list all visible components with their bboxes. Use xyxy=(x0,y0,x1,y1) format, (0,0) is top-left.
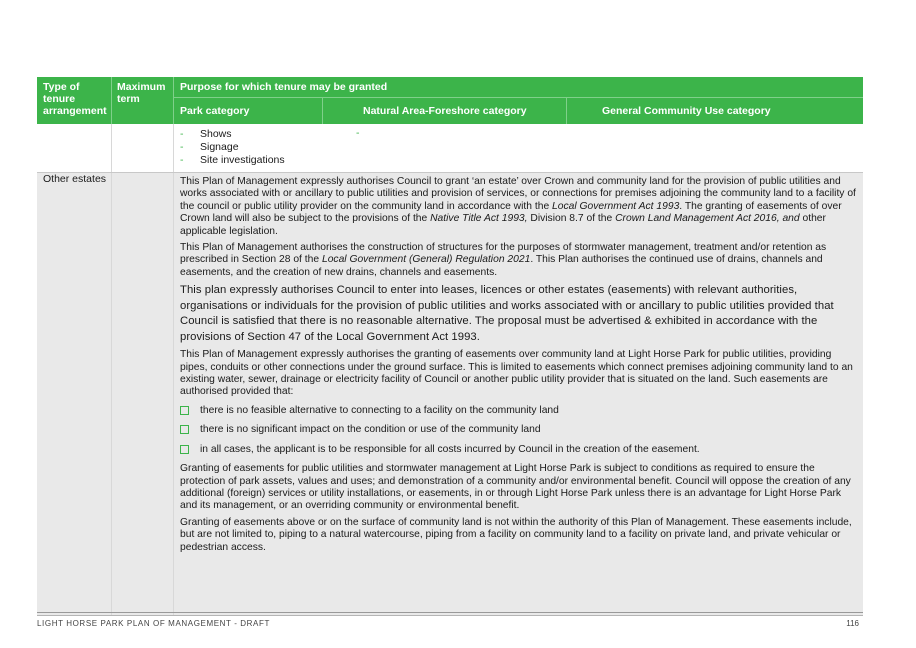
checkbox-icon xyxy=(180,445,189,454)
paragraph: This Plan of Management expressly authorises the granting of easements over community land at Light Horse Park for public utilities, providing pipes, conduits or other connections under the ground surface. This is limited to easements which connect premises adjoining community land to an existing water, sewer, drainage or electricity facility of Council or another public utility provider that is situated on the land. Such easements are authorised provided that: xyxy=(180,349,853,398)
row-label: Other estates xyxy=(43,173,107,185)
table-row xyxy=(37,124,863,172)
header-type: Type of tenure arrangement xyxy=(43,81,107,117)
header-subcategories xyxy=(174,97,863,125)
column-divider xyxy=(111,124,112,172)
checkbox-icon xyxy=(180,425,189,434)
header-term: Maximum term xyxy=(117,81,166,105)
paragraph: This Plan of Management expressly authorises Council to grant ‘an estate’ over Crown and community land for the provision of public utilities and works associated with or ancillary to public utilities and provision of services, or connections for premises adjoining the community land to a facility of the council or public utility provider on the community land in accordance with the Local Government Act 1993. The granting of easements of over Crown land will also be subject to the provisions of the Native Title Act 1993, Division 8.7 of the Crown Land Management Act 2016, and other applicable legislation. xyxy=(180,176,856,237)
header-divider xyxy=(111,77,112,124)
page-number: 116 xyxy=(846,619,859,628)
table-header xyxy=(37,77,863,124)
column-divider xyxy=(173,124,174,172)
park-items-list xyxy=(180,128,285,166)
paragraph: Granting of easements for public utilities and stormwater management at Light Horse Park is subject to conditions as required to ensure the protection of park assets, values and uses; and demonstration of a community and/or environmental benefit. Council will oppose the creation of any additional (foreign) services or utility installations, or easements, in or through Light Horse Park unless there is an advantage for Light Horse Park and its management, or an overriding community or environmental benefit. xyxy=(180,463,851,512)
header-general-category: General Community Use category xyxy=(602,105,771,117)
checkbox-item: in all cases, the applicant is to be responsible for all costs incurred by Council in the creation of the easement. xyxy=(180,444,856,456)
paragraph: Granting of easements above or on the surface of community land is not within the authority of this Plan of Management. These easements include, but are not limited to, piping to a natural watercourse, piping from a facility on community land to a facility on private land, and private vehicular or pedestrian access. xyxy=(180,516,852,553)
checkbox-icon xyxy=(180,406,189,415)
row-content xyxy=(180,176,856,558)
checkbox-item: there is no significant impact on the condition or use of the community land xyxy=(180,424,856,436)
natural-dash: - xyxy=(356,127,360,139)
list-item: - Site investigations xyxy=(180,154,285,167)
paragraph: This plan expressly authorises Council to enter into leases, licences or other estates (easements) with relevant authorities, organisations or individuals for the provision of public utilities and works associated with or ancillary to public utilities provided that Council is satisfied that there is no reasonable alternative. The proposal must be advertised & exhibited in accordance with the provisions of Section 47 of the Local Government Act 1993. xyxy=(180,284,834,343)
header-natural-category: Natural Area-Foreshore category xyxy=(363,105,527,117)
header-divider xyxy=(322,98,323,125)
footer-title: LIGHT HORSE PARK PLAN OF MANAGEMENT - DRAFT xyxy=(37,619,270,628)
list-item: - Shows xyxy=(180,128,285,141)
header-park-category: Park category xyxy=(180,105,250,117)
column-divider xyxy=(111,173,112,615)
header-divider xyxy=(566,98,567,125)
header-purpose: Purpose for which tenure may be granted xyxy=(180,81,388,93)
table-row xyxy=(37,172,863,616)
tenure-table xyxy=(37,77,863,616)
checkbox-item: there is no feasible alternative to connecting to a facility on the community land xyxy=(180,405,856,417)
list-item: - Signage xyxy=(180,141,285,154)
column-divider xyxy=(173,173,174,615)
footer-divider xyxy=(37,612,863,613)
paragraph: This Plan of Management authorises the construction of structures for the purposes of stormwater management, treatment and/or retention as prescribed in Section 28 of the Local Government (General) Regulation 2021. This Plan authorises the continued use of drains, channels and easements, and the creation of new drains, channels and easements. xyxy=(180,242,827,278)
